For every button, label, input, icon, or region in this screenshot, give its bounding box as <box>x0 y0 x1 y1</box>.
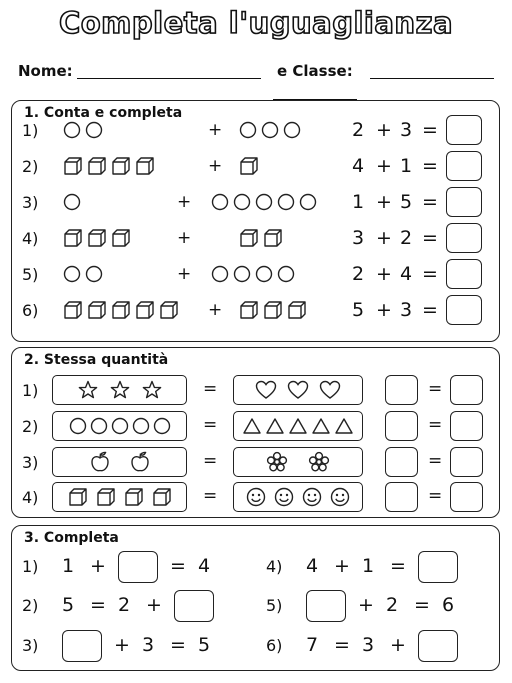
row-label: 3) <box>22 193 39 212</box>
answer-box[interactable] <box>62 630 102 662</box>
plus-sign: + <box>208 120 223 140</box>
operator-plus: + <box>376 119 392 141</box>
right-cubes-group <box>239 156 263 176</box>
plus-sign: + <box>146 594 162 616</box>
circle-icon <box>85 121 103 139</box>
addend-b: 3 <box>400 119 413 141</box>
left-cubes-group <box>63 300 183 320</box>
circle-icon <box>85 265 103 283</box>
left-frame <box>52 375 187 405</box>
cube-icon <box>63 156 83 176</box>
number: 1 <box>362 555 375 577</box>
triangle-icon <box>243 417 261 435</box>
answer-box-right[interactable] <box>450 411 483 441</box>
number: 2 <box>386 594 399 616</box>
name-field[interactable] <box>77 78 261 79</box>
cube-icon <box>63 228 83 248</box>
equals-sign: = <box>422 263 438 285</box>
right-frame <box>233 482 363 512</box>
cube-icon <box>135 156 155 176</box>
equals-sign: = <box>422 155 438 177</box>
cube-icon <box>111 228 131 248</box>
addend-b: 3 <box>400 299 413 321</box>
addend-a: 2 <box>352 263 365 285</box>
number: 4 <box>306 555 319 577</box>
number: 4 <box>198 555 211 577</box>
answer-box[interactable] <box>418 630 458 662</box>
equals-sign: = <box>203 486 218 506</box>
answer-box-left[interactable] <box>385 447 418 477</box>
answer-box[interactable] <box>306 590 346 622</box>
circle-icon <box>63 265 81 283</box>
cube-icon <box>124 487 144 507</box>
triangle-icon <box>266 417 284 435</box>
apple-icon <box>130 451 150 473</box>
item-label: 1) <box>22 557 39 576</box>
cube-icon <box>152 487 172 507</box>
cube-icon <box>263 300 283 320</box>
addend-a: 1 <box>352 191 365 213</box>
answer-box[interactable] <box>446 187 482 217</box>
plus-sign: + <box>358 594 374 616</box>
left-circles-group <box>63 120 107 140</box>
apple-icon <box>90 451 110 473</box>
name-label: Nome: <box>18 62 73 80</box>
answer-box-left[interactable] <box>385 375 418 405</box>
circle-icon <box>63 121 81 139</box>
left-frame <box>52 482 187 512</box>
number: 2 <box>118 594 131 616</box>
equals-sign: = <box>170 555 186 577</box>
right-cubes-group <box>239 300 311 320</box>
left-circles-group <box>63 192 85 212</box>
class-field[interactable] <box>370 78 494 79</box>
triangle-icon <box>289 417 307 435</box>
section-2-title: 2. Stessa quantità <box>24 352 169 368</box>
circle-icon <box>277 265 295 283</box>
equals-sign: = <box>390 555 406 577</box>
number: 3 <box>362 634 375 656</box>
row-label: 3) <box>22 453 39 472</box>
circle-icon <box>299 193 317 211</box>
item-label: 6) <box>266 636 283 655</box>
answer-box[interactable] <box>446 295 482 325</box>
cube-icon <box>239 228 259 248</box>
heart-icon <box>319 380 341 400</box>
answer-box[interactable] <box>446 151 482 181</box>
row-label: 1) <box>22 121 39 140</box>
triangle-icon <box>312 417 330 435</box>
smiley-icon <box>246 487 266 507</box>
circle-icon <box>233 265 251 283</box>
equals-sign: = <box>422 299 438 321</box>
row-label: 6) <box>22 301 39 320</box>
circle-icon <box>211 193 229 211</box>
plus-sign: + <box>208 156 223 176</box>
flower-icon <box>266 451 288 473</box>
operator-plus: + <box>376 227 392 249</box>
equals-sign: = <box>203 451 218 471</box>
equals-sign: = <box>90 594 106 616</box>
cube-icon <box>68 487 88 507</box>
item-label: 4) <box>266 557 283 576</box>
star-icon <box>142 380 162 400</box>
right-circles-group <box>239 120 305 140</box>
addend-a: 5 <box>352 299 365 321</box>
answer-box[interactable] <box>174 590 214 622</box>
cube-icon <box>111 156 131 176</box>
worksheet-title: Completa l'uguaglianza <box>58 6 454 40</box>
section-1-title: 1. Conta e completa <box>24 105 183 121</box>
equals-sign: = <box>334 634 350 656</box>
circle-icon <box>239 121 257 139</box>
equals-sign-answer: = <box>428 415 443 435</box>
circle-icon <box>69 417 87 435</box>
left-circles-group <box>63 264 107 284</box>
answer-box[interactable] <box>118 551 158 583</box>
plus-sign: + <box>334 555 350 577</box>
circle-icon <box>63 193 81 211</box>
left-cubes-group <box>63 228 135 248</box>
circle-icon <box>283 121 301 139</box>
number: 5 <box>198 634 211 656</box>
row-label: 4) <box>22 229 39 248</box>
cube-icon <box>87 156 107 176</box>
smiley-icon <box>274 487 294 507</box>
answer-box[interactable] <box>446 259 482 289</box>
answer-box[interactable] <box>446 115 482 145</box>
star-icon <box>110 380 130 400</box>
star-icon <box>78 380 98 400</box>
equals-sign: = <box>170 634 186 656</box>
right-circles-group <box>211 192 321 212</box>
equals-sign-answer: = <box>428 486 443 506</box>
addend-b: 2 <box>400 227 413 249</box>
right-frame <box>233 375 363 405</box>
cube-icon <box>135 300 155 320</box>
operator-plus: + <box>376 299 392 321</box>
row-label: 5) <box>22 265 39 284</box>
circle-icon <box>233 193 251 211</box>
triangle-icon <box>335 417 353 435</box>
plus-sign: + <box>208 300 223 320</box>
circle-icon <box>132 417 150 435</box>
row-label: 2) <box>22 417 39 436</box>
circle-icon <box>255 193 273 211</box>
circle-icon <box>111 417 129 435</box>
item-label: 5) <box>266 596 283 615</box>
row-label: 4) <box>22 488 39 507</box>
plus-sign: + <box>177 192 192 212</box>
cube-icon <box>239 156 259 176</box>
cube-icon <box>287 300 307 320</box>
addend-b: 5 <box>400 191 413 213</box>
addend-a: 4 <box>352 155 365 177</box>
operator-plus: + <box>376 263 392 285</box>
circle-icon <box>211 265 229 283</box>
cube-icon <box>111 300 131 320</box>
plus-sign: + <box>177 264 192 284</box>
row-label: 1) <box>22 381 39 400</box>
circle-icon <box>153 417 171 435</box>
cube-icon <box>159 300 179 320</box>
plus-sign: + <box>114 634 130 656</box>
plus-sign: + <box>90 555 106 577</box>
circle-icon <box>255 265 273 283</box>
item-label: 3) <box>22 636 39 655</box>
addend-a: 3 <box>352 227 365 249</box>
right-frame <box>233 411 363 441</box>
right-frame <box>233 447 363 477</box>
equals-sign: = <box>203 415 218 435</box>
cube-icon <box>63 300 83 320</box>
equals-sign: = <box>203 379 218 399</box>
section-3-title: 3. Completa <box>24 530 119 546</box>
answer-box-right[interactable] <box>450 375 483 405</box>
circle-icon <box>261 121 279 139</box>
answer-box-left[interactable] <box>385 411 418 441</box>
number: 6 <box>442 594 455 616</box>
cube-icon <box>239 300 259 320</box>
answer-box-right[interactable] <box>450 447 483 477</box>
answer-box[interactable] <box>446 223 482 253</box>
smiley-icon <box>302 487 322 507</box>
circle-icon <box>90 417 108 435</box>
equals-sign: = <box>414 594 430 616</box>
answer-box-right[interactable] <box>450 482 483 512</box>
class-label: e Classe: <box>277 62 353 80</box>
operator-plus: + <box>376 191 392 213</box>
addend-b: 1 <box>400 155 413 177</box>
equals-sign-answer: = <box>428 451 443 471</box>
equals-sign-answer: = <box>428 379 443 399</box>
number: 7 <box>306 634 319 656</box>
left-frame <box>52 447 187 477</box>
left-cubes-group <box>63 156 159 176</box>
number: 1 <box>62 555 75 577</box>
heart-icon <box>287 380 309 400</box>
flower-icon <box>308 451 330 473</box>
left-frame <box>52 411 187 441</box>
cube-icon <box>87 300 107 320</box>
cube-icon <box>263 228 283 248</box>
circle-icon <box>277 193 295 211</box>
equals-sign: = <box>422 227 438 249</box>
cube-icon <box>87 228 107 248</box>
cube-icon <box>96 487 116 507</box>
plus-sign: + <box>177 228 192 248</box>
answer-box-left[interactable] <box>385 482 418 512</box>
operator-plus: + <box>376 155 392 177</box>
equals-sign: = <box>422 191 438 213</box>
answer-box[interactable] <box>418 551 458 583</box>
plus-sign: + <box>390 634 406 656</box>
addend-b: 4 <box>400 263 413 285</box>
addend-a: 2 <box>352 119 365 141</box>
right-cubes-group <box>239 228 287 248</box>
number: 5 <box>62 594 75 616</box>
right-circles-group <box>211 264 299 284</box>
heart-icon <box>255 380 277 400</box>
row-label: 2) <box>22 157 39 176</box>
equals-sign: = <box>422 119 438 141</box>
number: 3 <box>142 634 155 656</box>
item-label: 2) <box>22 596 39 615</box>
smiley-icon <box>330 487 350 507</box>
